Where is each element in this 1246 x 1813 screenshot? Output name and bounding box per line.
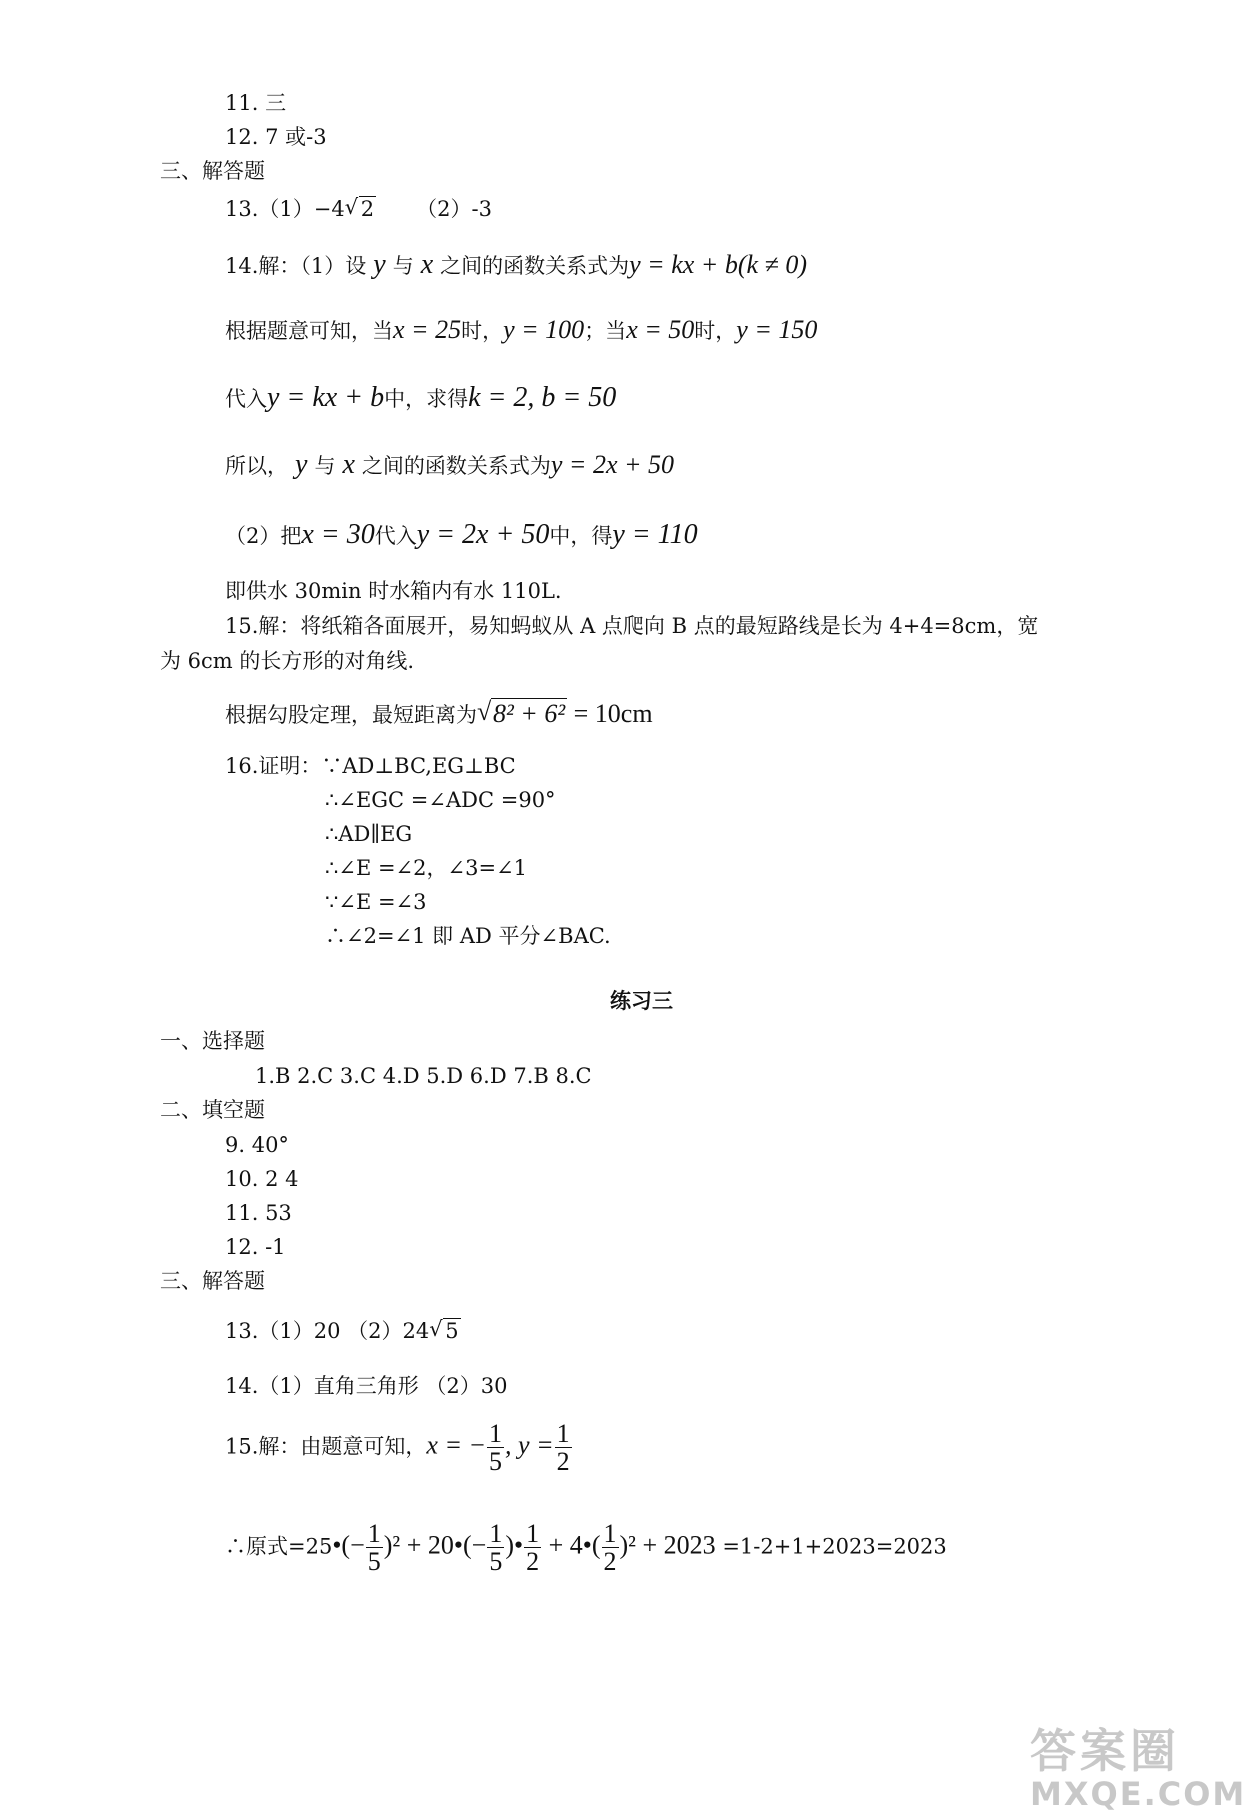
proof-line-6: ∴∠2=∠1 即 AD 平分∠BAC. (325, 924, 611, 948)
problem-15-line-3: 根据勾股定理，最短距离为√ 8² + 6² = 10cm (225, 700, 653, 729)
problem-14-line-1: 14.解：（1）设 y 与 x 之间的函数关系式为y = kx + b(k ≠ 0) (225, 249, 807, 280)
proof-line-5: ∵∠E =∠3 (325, 890, 427, 914)
problem-14-part-2: （2）把x = 30代入y = 2x + 50中，得y = 110 (225, 519, 698, 550)
problem-13: 13.（1）−4√ 2 （2）-3 (225, 198, 492, 221)
fill-answer-12: 12. 7 或-3 (225, 125, 327, 149)
fill-answer-11b: 11. 53 (225, 1201, 292, 1225)
proof-line-1: 16.证明：∵AD⊥BC,EG⊥BC (225, 754, 516, 778)
section-heading-solutions: 三、解答题 (160, 159, 265, 183)
fill-answer-9: 9. 40° (225, 1133, 289, 1157)
section-heading-fill: 二、填空题 (160, 1098, 265, 1122)
practice-14: 14.（1）直角三角形 （2）30 (225, 1374, 508, 1398)
practice-15: 15.解：由题意可知，x = − $\frac{1}{5}$ , y = $\frac{1}{2}$ (225, 1419, 570, 1477)
fill-answer-12b: 12. -1 (225, 1235, 286, 1259)
problem-14-conclusion: 即供水 30min 时水箱内有水 110L. (225, 579, 562, 603)
proof-line-2: ∴∠EGC =∠ADC =90° (325, 788, 556, 812)
problem-15-line-2: 为 6cm 的长方形的对角线. (160, 649, 415, 673)
exercise-title: 练习三 (610, 989, 673, 1013)
proof-line-4: ∴∠E =∠2，∠3=∠1 (325, 856, 528, 880)
fill-answer-11: 11. 三 (225, 91, 287, 115)
choice-answers: 1.B 2.C 3.C 4.D 5.D 6.D 7.B 8.C (255, 1064, 592, 1088)
problem-15-line-1: 15.解：将纸箱各面展开，易知蚂蚁从 A 点爬向 B 点的最短路线是长为 4+4=8cm，宽 (225, 614, 1039, 638)
section-heading-choice: 一、选择题 (160, 1029, 265, 1053)
problem-14-line-2: 根据题意可知，当x = 25时，y = 100；当x = 50时，y = 150 (225, 315, 818, 344)
section-heading-solutions-2: 三、解答题 (160, 1269, 265, 1293)
fill-answer-10: 10. 2 4 (225, 1167, 299, 1191)
practice-15-evaluation: ∴原式=25•(− $\frac{1}{5}$ )² + 20•(− $\frac{1}{5}$ )• $\frac{1}{2}$ + 4•( $\frac{1}{2}$ )² + 2023 =1-2+1+2023=2023 (225, 1519, 947, 1577)
problem-14-line-4: 所以， y 与 x 之间的函数关系式为y = 2x + 50 (225, 449, 675, 480)
proof-line-3: ∴AD∥EG (325, 822, 413, 846)
problem-14-line-3: 代入y = kx + b中，求得k = 2, b = 50 (225, 382, 617, 413)
practice-13: 13.（1）20 （2）24√ 5 (225, 1320, 461, 1343)
watermark-logo: 答案圈 MXQE.COM (1030, 1724, 1246, 1813)
